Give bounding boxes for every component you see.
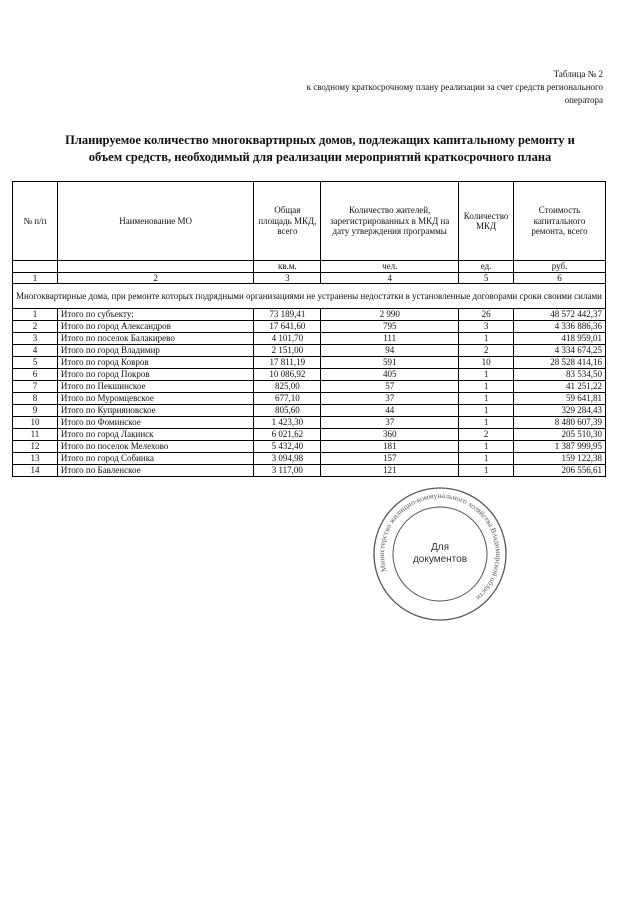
header-name: Наименование МО <box>57 182 254 261</box>
row-residents: 37 <box>321 393 459 405</box>
row-cost: 1 387 999,95 <box>514 441 606 453</box>
row-name: Итого по поселок Мелехово <box>57 441 254 453</box>
official-stamp <box>370 484 510 624</box>
row-name: Итого по город Покров <box>57 369 254 381</box>
header-cost: Стоимость капитального ремонта, всего <box>514 182 606 261</box>
row-num: 6 <box>13 369 58 381</box>
row-cost: 41 251,22 <box>514 381 606 393</box>
table-row <box>13 381 606 393</box>
row-num: 5 <box>13 357 58 369</box>
table-row <box>13 357 606 369</box>
unit-area: кв.м. <box>254 261 321 273</box>
units-row <box>13 261 606 273</box>
table-row <box>13 453 606 465</box>
row-name: Итого по субъекту: <box>57 309 254 321</box>
row-num: 12 <box>13 441 58 453</box>
table-row <box>13 309 606 321</box>
unit-empty <box>57 261 254 273</box>
row-count: 1 <box>459 381 514 393</box>
row-count: 1 <box>459 417 514 429</box>
row-cost: 206 556,61 <box>514 465 606 477</box>
row-count: 2 <box>459 429 514 441</box>
row-area: 3 094,98 <box>254 453 321 465</box>
row-area: 6 021,62 <box>254 429 321 441</box>
row-area: 17 811,19 <box>254 357 321 369</box>
row-count: 1 <box>459 333 514 345</box>
unit-cost: руб. <box>514 261 606 273</box>
title-line1: Планируемое количество многоквартирных домов, подлежащих капитальному ремонту и <box>65 133 575 147</box>
row-area: 4 101,70 <box>254 333 321 345</box>
row-count: 3 <box>459 321 514 333</box>
row-num: 2 <box>13 321 58 333</box>
row-name: Итого по город Собинка <box>57 453 254 465</box>
row-residents: 37 <box>321 417 459 429</box>
table-row <box>13 441 606 453</box>
row-area: 73 189,41 <box>254 309 321 321</box>
unit-count: ед. <box>459 261 514 273</box>
row-num: 1 <box>13 309 58 321</box>
row-area: 805,60 <box>254 405 321 417</box>
table-row <box>13 405 606 417</box>
row-count: 1 <box>459 465 514 477</box>
row-area: 17 641,60 <box>254 321 321 333</box>
row-area: 1 423,30 <box>254 417 321 429</box>
stamp-center-line1: Для <box>430 542 450 553</box>
col-number: 6 <box>514 272 606 284</box>
col-number: 3 <box>254 272 321 284</box>
row-cost: 59 641,81 <box>514 393 606 405</box>
row-num: 4 <box>13 345 58 357</box>
section-title: Многоквартирные дома, при ремонте которых подрядными организациями не устранены недостатки в установленные договорами сроки своими силами <box>13 284 606 309</box>
row-name: Итого по город Ковров <box>57 357 254 369</box>
row-name: Итого по Бавленское <box>57 465 254 477</box>
table-row <box>13 321 606 333</box>
column-numbers-row <box>13 272 606 284</box>
row-count: 10 <box>459 357 514 369</box>
col-number: 4 <box>321 272 459 284</box>
row-residents: 44 <box>321 405 459 417</box>
row-residents: 2 990 <box>321 309 459 321</box>
unit-residents: чел. <box>321 261 459 273</box>
row-residents: 157 <box>321 453 459 465</box>
row-name: Итого по город Лакинск <box>57 429 254 441</box>
row-residents: 94 <box>321 345 459 357</box>
row-residents: 591 <box>321 357 459 369</box>
row-cost: 159 122,38 <box>514 453 606 465</box>
row-name: Итого по Фоминское <box>57 417 254 429</box>
row-cost: 418 959,01 <box>514 333 606 345</box>
row-num: 8 <box>13 393 58 405</box>
table-header-row <box>13 182 606 261</box>
row-count: 1 <box>459 393 514 405</box>
document-title <box>20 132 620 166</box>
col-number: 1 <box>13 272 58 284</box>
row-num: 13 <box>13 453 58 465</box>
row-cost: 205 510,30 <box>514 429 606 441</box>
row-num: 11 <box>13 429 58 441</box>
row-cost: 8 480 607,39 <box>514 417 606 429</box>
row-count: 26 <box>459 309 514 321</box>
row-residents: 795 <box>321 321 459 333</box>
table-row <box>13 417 606 429</box>
row-cost: 4 334 674,25 <box>514 345 606 357</box>
row-num: 7 <box>13 381 58 393</box>
row-name: Итого по Куприяновское <box>57 405 254 417</box>
row-residents: 121 <box>321 465 459 477</box>
row-count: 1 <box>459 453 514 465</box>
row-residents: 111 <box>321 333 459 345</box>
row-count: 2 <box>459 345 514 357</box>
row-name: Итого по Муромцевское <box>57 393 254 405</box>
row-name: Итого по поселок Балакирево <box>57 333 254 345</box>
row-cost: 83 534,50 <box>514 369 606 381</box>
row-count: 1 <box>459 369 514 381</box>
header-num: № п/п <box>13 182 58 261</box>
row-area: 677,10 <box>254 393 321 405</box>
row-cost: 4 336 886,36 <box>514 321 606 333</box>
header-subtitle-line2: оператора <box>564 95 603 105</box>
row-name: Итого по город Владимир <box>57 345 254 357</box>
row-area: 3 117,00 <box>254 465 321 477</box>
table-row <box>13 465 606 477</box>
row-cost: 28 528 414,16 <box>514 357 606 369</box>
header-residents: Количество жителей, зарегистрированных в МКД на дату утверждения программы <box>321 182 459 261</box>
col-number: 2 <box>57 272 254 284</box>
row-residents: 360 <box>321 429 459 441</box>
row-num: 10 <box>13 417 58 429</box>
row-area: 10 086,92 <box>254 369 321 381</box>
row-count: 1 <box>459 405 514 417</box>
row-count: 1 <box>459 441 514 453</box>
table-row <box>13 345 606 357</box>
row-area: 5 432,40 <box>254 441 321 453</box>
row-cost: 329 284,43 <box>514 405 606 417</box>
table-number-label: Таблица № 2 <box>553 69 603 79</box>
row-cost: 48 572 442,37 <box>514 309 606 321</box>
table-row <box>13 393 606 405</box>
row-area: 2 151,00 <box>254 345 321 357</box>
row-area: 825,00 <box>254 381 321 393</box>
header-count: Количество МКД <box>459 182 514 261</box>
table-body <box>13 309 606 477</box>
title-line2: объем средств, необходимый для реализации мероприятий краткосрочного плана <box>88 150 552 164</box>
table-row <box>13 429 606 441</box>
section-row <box>13 284 606 309</box>
header-area: Общая площадь МКД, всего <box>254 182 321 261</box>
row-residents: 181 <box>321 441 459 453</box>
header-subtitle-line1: к сводному краткосрочному плану реализации за счет средств регионального <box>306 82 603 92</box>
row-num: 9 <box>13 405 58 417</box>
row-num: 14 <box>13 465 58 477</box>
table-row <box>13 333 606 345</box>
document-header <box>243 68 603 107</box>
row-residents: 405 <box>321 369 459 381</box>
table-row <box>13 369 606 381</box>
row-name: Итого по Пекшинское <box>57 381 254 393</box>
data-table <box>12 181 606 477</box>
row-name: Итого по город Александров <box>57 321 254 333</box>
stamp-center-line2: документов <box>412 554 468 565</box>
row-residents: 57 <box>321 381 459 393</box>
col-number: 5 <box>459 272 514 284</box>
unit-empty <box>13 261 58 273</box>
stamp-ring-text: Министерство жилищно-коммунального хозяйства Владимирской области <box>376 490 504 603</box>
row-num: 3 <box>13 333 58 345</box>
